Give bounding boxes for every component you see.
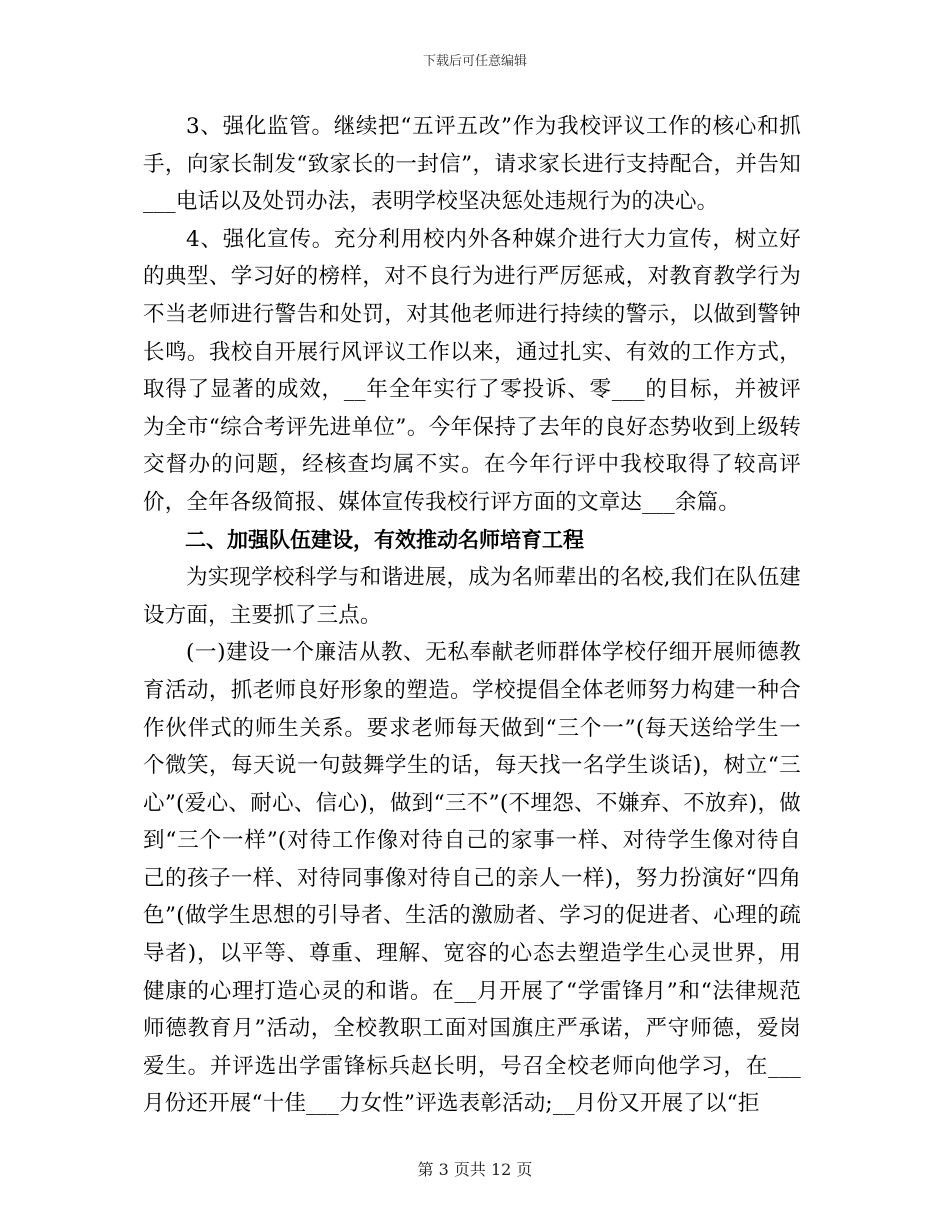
section-heading: 二、加强队伍建设，有效推动名师培育工程 (185, 527, 584, 552)
paragraph-team-intro: 为实现学校科学与和谐进展，成为名师辈出的名校,我们在队伍建设方面，主要抓了三点。 (143, 565, 801, 628)
page-header: 下载后可任意编辑 (422, 54, 527, 69)
paragraph-publicity: 4、强化宣传。充分利用校内外各种媒介进行大力宣传，树立好的典型、学习好的榜样，对不良行为进行严厉惩戒，对教育教学行为不当老师进行警告和处罚，对其他老师进行持续的警示，以做到警钟长鸣。我校自开展行风评议工作以来，通过扎实、有效的工作方式，取得了显著的成效，__年全年实行了零投诉、零___的目标，并被评为全市“综合考评先进单位”。今年保持了去年的良好态势收到上级转交督办的问题，经核查均属不实。在今年行评中我校取得了较高评价，全年各级简报、媒体宣传我校行评方面的文章达___余篇。 (143, 226, 801, 515)
paragraph-teacher-ethics: (一)建设一个廉洁从教、无私奉献老师群体学校仔细开展师德教育活动，抓老师良好形象的塑造。学校提倡全体老师努力构建一种合作伙伴式的师生关系。要求老师每天做到“三个一”(每天送给学生一个微笑，每天说一句鼓舞学生的话，每天找一名学生谈话)，树立“三心”(爱心、耐心、信心)，做到“三不”(不埋怨、不嫌弃、不放弃)，做到“三个一样”(对待工作像对待自己的家事一样、对待学生像对待自己的孩子一样、对待同事像对待自己的亲人一样)，努力扮演好“四角色”(做学生思想的引导者、生活的激励者、学习的促进者、心理的疏导者)，以平等、尊重、理解、宽容的心态去塑造学生心灵世界，用健康的心理打造心灵的和谐。在__月开展了“学雷锋月”和“法律规范师德教育月”活动，全校教职工面对国旗庄严承诺，严守师德，爱岗爱生。并评选出学雷锋标兵赵长明，号召全校老师向他学习，在___月份还开展“十佳___力女性”评选表彰活动;__月份又开展了以“拒 (143, 640, 801, 1117)
document-body (143, 108, 801, 1123)
page-number: 第 3 页共 12 页 (417, 1160, 533, 1179)
paragraph-supervision: 3、强化监管。继续把“五评五改”作为我校评议工作的核心和抓手，向家长制发“致家长的一封信”，请求家长进行支持配合，并告知___电话以及处罚办法，表明学校坚决惩处违规行为的决心。 (143, 114, 801, 215)
